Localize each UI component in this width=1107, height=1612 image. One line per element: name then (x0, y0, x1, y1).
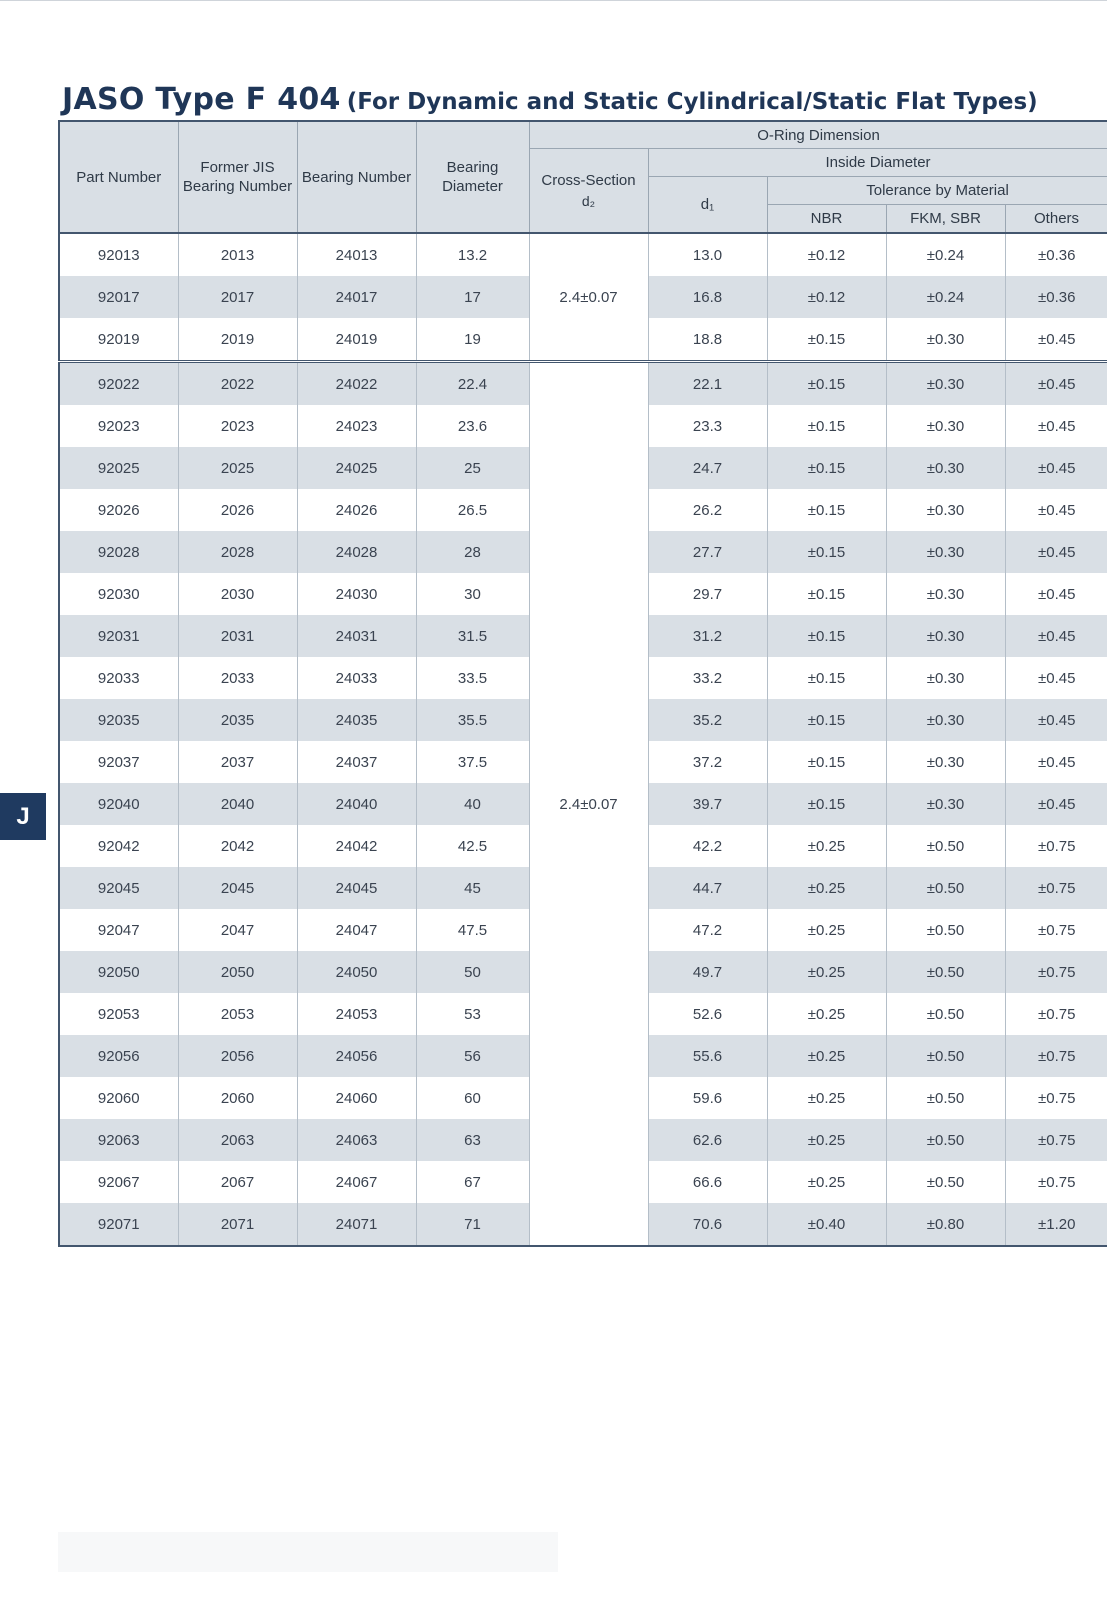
cell-d1: 35.2 (648, 699, 767, 741)
cell-nbr: ±0.25 (767, 1077, 886, 1119)
cell-d1: 29.7 (648, 573, 767, 615)
cell-d1: 37.2 (648, 741, 767, 783)
cell-bearing-diameter: 37.5 (416, 741, 529, 783)
cell-others: ±0.75 (1038, 837, 1076, 855)
cell-bearing-number: 24071 (297, 1203, 416, 1246)
cell-former-jis: 2025 (178, 447, 297, 489)
cell-bearing-number: 24025 (297, 447, 416, 489)
cell-others: ±0.75 (1005, 867, 1107, 909)
cell-nbr: ±0.25 (767, 1119, 886, 1161)
cell-former-jis: 2037 (178, 741, 297, 783)
cell-d1: 33.2 (648, 657, 767, 699)
cell-fkm-sbr: ±0.50 (886, 1035, 1005, 1077)
cell-former-jis: 2023 (178, 405, 297, 447)
cell-bearing-number: 24026 (297, 489, 416, 531)
cell-bearing-number: 24047 (297, 909, 416, 951)
cell-part: 92028 (59, 531, 178, 573)
header-others: Others (1005, 205, 1107, 234)
cell-bearing-number: 24060 (297, 1077, 416, 1119)
cell-fkm-sbr: ±0.50 (886, 1161, 1005, 1203)
cell-part: 92025 (59, 447, 178, 489)
cell-fkm-sbr: ±0.30 (886, 405, 1005, 447)
cell-nbr: ±0.12 (767, 276, 886, 318)
cell-others: ±0.45 (1005, 362, 1107, 406)
cell-nbr: ±0.40 (767, 1203, 886, 1246)
cell-cross-section: 2.4±0.07 (529, 362, 648, 1247)
page-title (62, 82, 1038, 115)
cell-fkm-sbr: ±0.30 (886, 615, 1005, 657)
cell-others: ±0.45 (1005, 447, 1107, 489)
cell-former-jis: 2056 (178, 1035, 297, 1077)
header-nbr: NBR (767, 205, 886, 234)
cell-part: 92017 (59, 276, 178, 318)
cell-d1: 42.2 (648, 825, 767, 867)
cell-fkm-sbr: ±0.50 (886, 825, 1005, 867)
cell-bearing-number: 24035 (297, 699, 416, 741)
top-rule (0, 0, 1107, 1)
cell-fkm-sbr: ±0.50 (886, 993, 1005, 1035)
cell-d1: 44.7 (648, 867, 767, 909)
cell-nbr: ±0.15 (767, 362, 886, 406)
cell-others: ±0.45 (1038, 753, 1076, 771)
cell-nbr: ±0.25 (767, 867, 886, 909)
header-former-jis: Former JIS Bearing Number (178, 121, 297, 233)
cell-bearing-number: 24019 (297, 318, 416, 362)
cell-bearing-diameter: 50 (416, 951, 529, 993)
cell-bearing-number: 24063 (297, 1119, 416, 1161)
cell-others: ±0.75 (1038, 921, 1076, 939)
cell-d1: 31.2 (648, 615, 767, 657)
cell-d1: 16.8 (648, 276, 767, 318)
cell-others: ±0.45 (1038, 330, 1076, 348)
cell-nbr: ±0.15 (767, 657, 886, 699)
cell-former-jis: 2030 (178, 573, 297, 615)
cell-part: 92030 (59, 573, 178, 615)
cell-fkm-sbr: ±0.30 (886, 657, 1005, 699)
cell-former-jis: 2026 (178, 489, 297, 531)
header-tolerance-by-material: Tolerance by Material (767, 177, 1107, 205)
cell-bearing-diameter: 56 (416, 1035, 529, 1077)
cell-bearing-diameter: 13.2 (416, 233, 529, 276)
cell-bearing-number: 24030 (297, 573, 416, 615)
cell-fkm-sbr: ±0.50 (886, 1119, 1005, 1161)
cell-part: 92023 (59, 405, 178, 447)
cell-part: 92053 (59, 993, 178, 1035)
cell-fkm-sbr: ±0.50 (886, 867, 1005, 909)
cell-fkm-sbr: ±0.30 (886, 699, 1005, 741)
header-cross-section-symbol: d₂ (581, 192, 596, 209)
cell-bearing-diameter: 60 (416, 1077, 529, 1119)
cell-part: 92033 (59, 657, 178, 699)
cell-fkm-sbr: ±0.50 (886, 1077, 1005, 1119)
cell-bearing-number: 24031 (297, 615, 416, 657)
cell-bearing-number: 24056 (297, 1035, 416, 1077)
cell-bearing-diameter: 31.5 (416, 615, 529, 657)
cell-nbr: ±0.15 (767, 318, 886, 362)
cell-d1: 47.2 (648, 909, 767, 951)
cell-bearing-diameter: 33.5 (416, 657, 529, 699)
cell-fkm-sbr: ±0.50 (886, 951, 1005, 993)
cell-fkm-sbr: ±0.30 (886, 447, 1005, 489)
cell-others: ±0.75 (1038, 1005, 1076, 1023)
cell-part: 92042 (59, 825, 178, 867)
cell-bearing-diameter: 40 (416, 783, 529, 825)
cell-former-jis: 2060 (178, 1077, 297, 1119)
title-main: JASO Type F 404 (62, 82, 341, 117)
cell-bearing-number: 24037 (297, 741, 416, 783)
cell-d1: 13.0 (648, 233, 767, 276)
cell-nbr: ±0.25 (767, 1161, 886, 1203)
cell-part: 92031 (59, 615, 178, 657)
cell-d1: 55.6 (648, 1035, 767, 1077)
cell-part: 92047 (59, 909, 178, 951)
cell-nbr: ±0.25 (767, 909, 886, 951)
cell-former-jis: 2067 (178, 1161, 297, 1203)
cell-others: ±0.45 (1038, 669, 1076, 687)
cell-former-jis: 2033 (178, 657, 297, 699)
cell-part: 92035 (59, 699, 178, 741)
cell-part: 92056 (59, 1035, 178, 1077)
cell-bearing-diameter: 25 (416, 447, 529, 489)
cell-nbr: ±0.15 (767, 741, 886, 783)
cell-part: 92026 (59, 489, 178, 531)
cell-d1: 66.6 (648, 1161, 767, 1203)
cell-former-jis: 2040 (178, 783, 297, 825)
oring-spec-table (58, 120, 1107, 1247)
cell-d1: 26.2 (648, 489, 767, 531)
header-cross-section (529, 149, 648, 234)
cell-cross-section: 2.4±0.07 (529, 233, 648, 362)
cell-nbr: ±0.15 (767, 615, 886, 657)
cell-fkm-sbr: ±0.30 (886, 318, 1005, 362)
cell-bearing-number: 24042 (297, 825, 416, 867)
cell-fkm-sbr: ±0.30 (886, 783, 1005, 825)
cell-bearing-diameter: 53 (416, 993, 529, 1035)
cell-others: ±0.36 (1005, 276, 1107, 318)
cell-bearing-diameter: 23.6 (416, 405, 529, 447)
cell-fkm-sbr: ±0.80 (886, 1203, 1005, 1246)
cell-bearing-number: 24040 (297, 783, 416, 825)
cell-nbr: ±0.25 (767, 993, 886, 1035)
cell-bearing-number: 24013 (297, 233, 416, 276)
cell-d1: 59.6 (648, 1077, 767, 1119)
cell-d1: 49.7 (648, 951, 767, 993)
cell-former-jis: 2042 (178, 825, 297, 867)
cell-fkm-sbr: ±0.50 (886, 909, 1005, 951)
cell-bearing-diameter: 42.5 (416, 825, 529, 867)
cell-bearing-number: 24028 (297, 531, 416, 573)
cell-former-jis: 2063 (178, 1119, 297, 1161)
header-bearing-number: Bearing Number (297, 121, 416, 233)
cell-part: 92045 (59, 867, 178, 909)
cell-part: 92022 (59, 362, 178, 406)
cell-fkm-sbr: ±0.30 (886, 489, 1005, 531)
section-tab-j: J (0, 793, 46, 840)
header-oring-dimension: O-Ring Dimension (529, 121, 1107, 149)
header-part-number: Part Number (59, 121, 178, 233)
cell-bearing-diameter: 67 (416, 1161, 529, 1203)
table-body (59, 233, 1107, 1246)
cell-bearing-diameter: 30 (416, 573, 529, 615)
cell-part: 92013 (59, 233, 178, 276)
cell-d1: 24.7 (648, 447, 767, 489)
cell-former-jis: 2047 (178, 909, 297, 951)
cell-part: 92063 (59, 1119, 178, 1161)
cell-others: ±0.45 (1005, 531, 1107, 573)
cell-others: ±0.75 (1038, 1173, 1076, 1191)
cell-nbr: ±0.25 (767, 951, 886, 993)
cell-d1: 27.7 (648, 531, 767, 573)
cell-d1: 22.1 (648, 362, 767, 406)
cell-bearing-number: 24050 (297, 951, 416, 993)
cell-nbr: ±0.25 (767, 1035, 886, 1077)
cell-former-jis: 2050 (178, 951, 297, 993)
cell-d1: 18.8 (648, 318, 767, 362)
cell-bearing-diameter: 47.5 (416, 909, 529, 951)
cell-others: ±0.45 (1005, 615, 1107, 657)
cell-nbr: ±0.15 (767, 783, 886, 825)
cell-others: ±0.45 (1005, 699, 1107, 741)
cell-bearing-diameter: 63 (416, 1119, 529, 1161)
cell-part: 92067 (59, 1161, 178, 1203)
cell-former-jis: 2013 (178, 233, 297, 276)
cell-others: ±0.45 (1038, 417, 1076, 435)
header-cross-section-label: Cross-Section (541, 171, 636, 189)
cell-part: 92019 (59, 318, 178, 362)
header-d1: d₁ (648, 177, 767, 234)
cell-bearing-diameter: 35.5 (416, 699, 529, 741)
cell-others: ±0.45 (1005, 783, 1107, 825)
cell-others: ±0.45 (1038, 501, 1076, 519)
cell-part: 92050 (59, 951, 178, 993)
cell-bearing-number: 24045 (297, 867, 416, 909)
cell-bearing-number: 24017 (297, 276, 416, 318)
cell-nbr: ±0.15 (767, 447, 886, 489)
cell-former-jis: 2071 (178, 1203, 297, 1246)
cell-d1: 39.7 (648, 783, 767, 825)
cell-bearing-diameter: 22.4 (416, 362, 529, 406)
cell-d1: 52.6 (648, 993, 767, 1035)
cell-part: 92040 (59, 783, 178, 825)
cell-bearing-number: 24067 (297, 1161, 416, 1203)
page-footer-area (58, 1532, 558, 1572)
cell-nbr: ±0.25 (767, 825, 886, 867)
cell-bearing-diameter: 45 (416, 867, 529, 909)
cell-bearing-diameter: 19 (416, 318, 529, 362)
cell-former-jis: 2035 (178, 699, 297, 741)
cell-fkm-sbr: ±0.24 (886, 276, 1005, 318)
cell-fkm-sbr: ±0.30 (886, 741, 1005, 783)
cell-others: ±0.75 (1038, 1089, 1076, 1107)
cell-d1: 70.6 (648, 1203, 767, 1246)
cell-bearing-diameter: 71 (416, 1203, 529, 1246)
header-fkm-sbr: FKM, SBR (886, 205, 1005, 234)
header-inside-diameter: Inside Diameter (648, 149, 1107, 177)
cell-bearing-number: 24033 (297, 657, 416, 699)
cell-others: ±0.45 (1038, 585, 1076, 603)
cell-nbr: ±0.15 (767, 699, 886, 741)
cell-former-jis: 2045 (178, 867, 297, 909)
cell-former-jis: 2022 (178, 362, 297, 406)
table-row (59, 233, 1107, 276)
cell-others: ±0.75 (1005, 1035, 1107, 1077)
cell-others: ±0.36 (1005, 233, 1107, 276)
cell-bearing-number: 24053 (297, 993, 416, 1035)
cell-former-jis: 2031 (178, 615, 297, 657)
cell-nbr: ±0.15 (767, 531, 886, 573)
table-row (59, 362, 1107, 406)
cell-former-jis: 2028 (178, 531, 297, 573)
cell-former-jis: 2053 (178, 993, 297, 1035)
cell-former-jis: 2017 (178, 276, 297, 318)
cell-fkm-sbr: ±0.30 (886, 362, 1005, 406)
cell-bearing-diameter: 17 (416, 276, 529, 318)
cell-part: 92037 (59, 741, 178, 783)
cell-nbr: ±0.15 (767, 405, 886, 447)
cell-bearing-number: 24022 (297, 362, 416, 406)
cell-fkm-sbr: ±0.30 (886, 573, 1005, 615)
cell-bearing-number: 24023 (297, 405, 416, 447)
cell-part: 92071 (59, 1203, 178, 1246)
header-bearing-diameter: Bearing Diameter (416, 121, 529, 233)
cell-d1: 62.6 (648, 1119, 767, 1161)
cell-fkm-sbr: ±0.30 (886, 531, 1005, 573)
cell-bearing-diameter: 26.5 (416, 489, 529, 531)
cell-fkm-sbr: ±0.24 (886, 233, 1005, 276)
cell-others: ±0.75 (1005, 1119, 1107, 1161)
cell-others: ±0.75 (1005, 951, 1107, 993)
cell-bearing-diameter: 28 (416, 531, 529, 573)
cell-former-jis: 2019 (178, 318, 297, 362)
cell-d1: 23.3 (648, 405, 767, 447)
cell-nbr: ±0.15 (767, 489, 886, 531)
cell-others: ±1.20 (1005, 1203, 1107, 1246)
cell-nbr: ±0.12 (767, 233, 886, 276)
table-header (59, 121, 1107, 233)
cell-part: 92060 (59, 1077, 178, 1119)
cell-nbr: ±0.15 (767, 573, 886, 615)
title-subtitle: (For Dynamic and Static Cylindrical/Static Flat Types) (346, 89, 1038, 115)
